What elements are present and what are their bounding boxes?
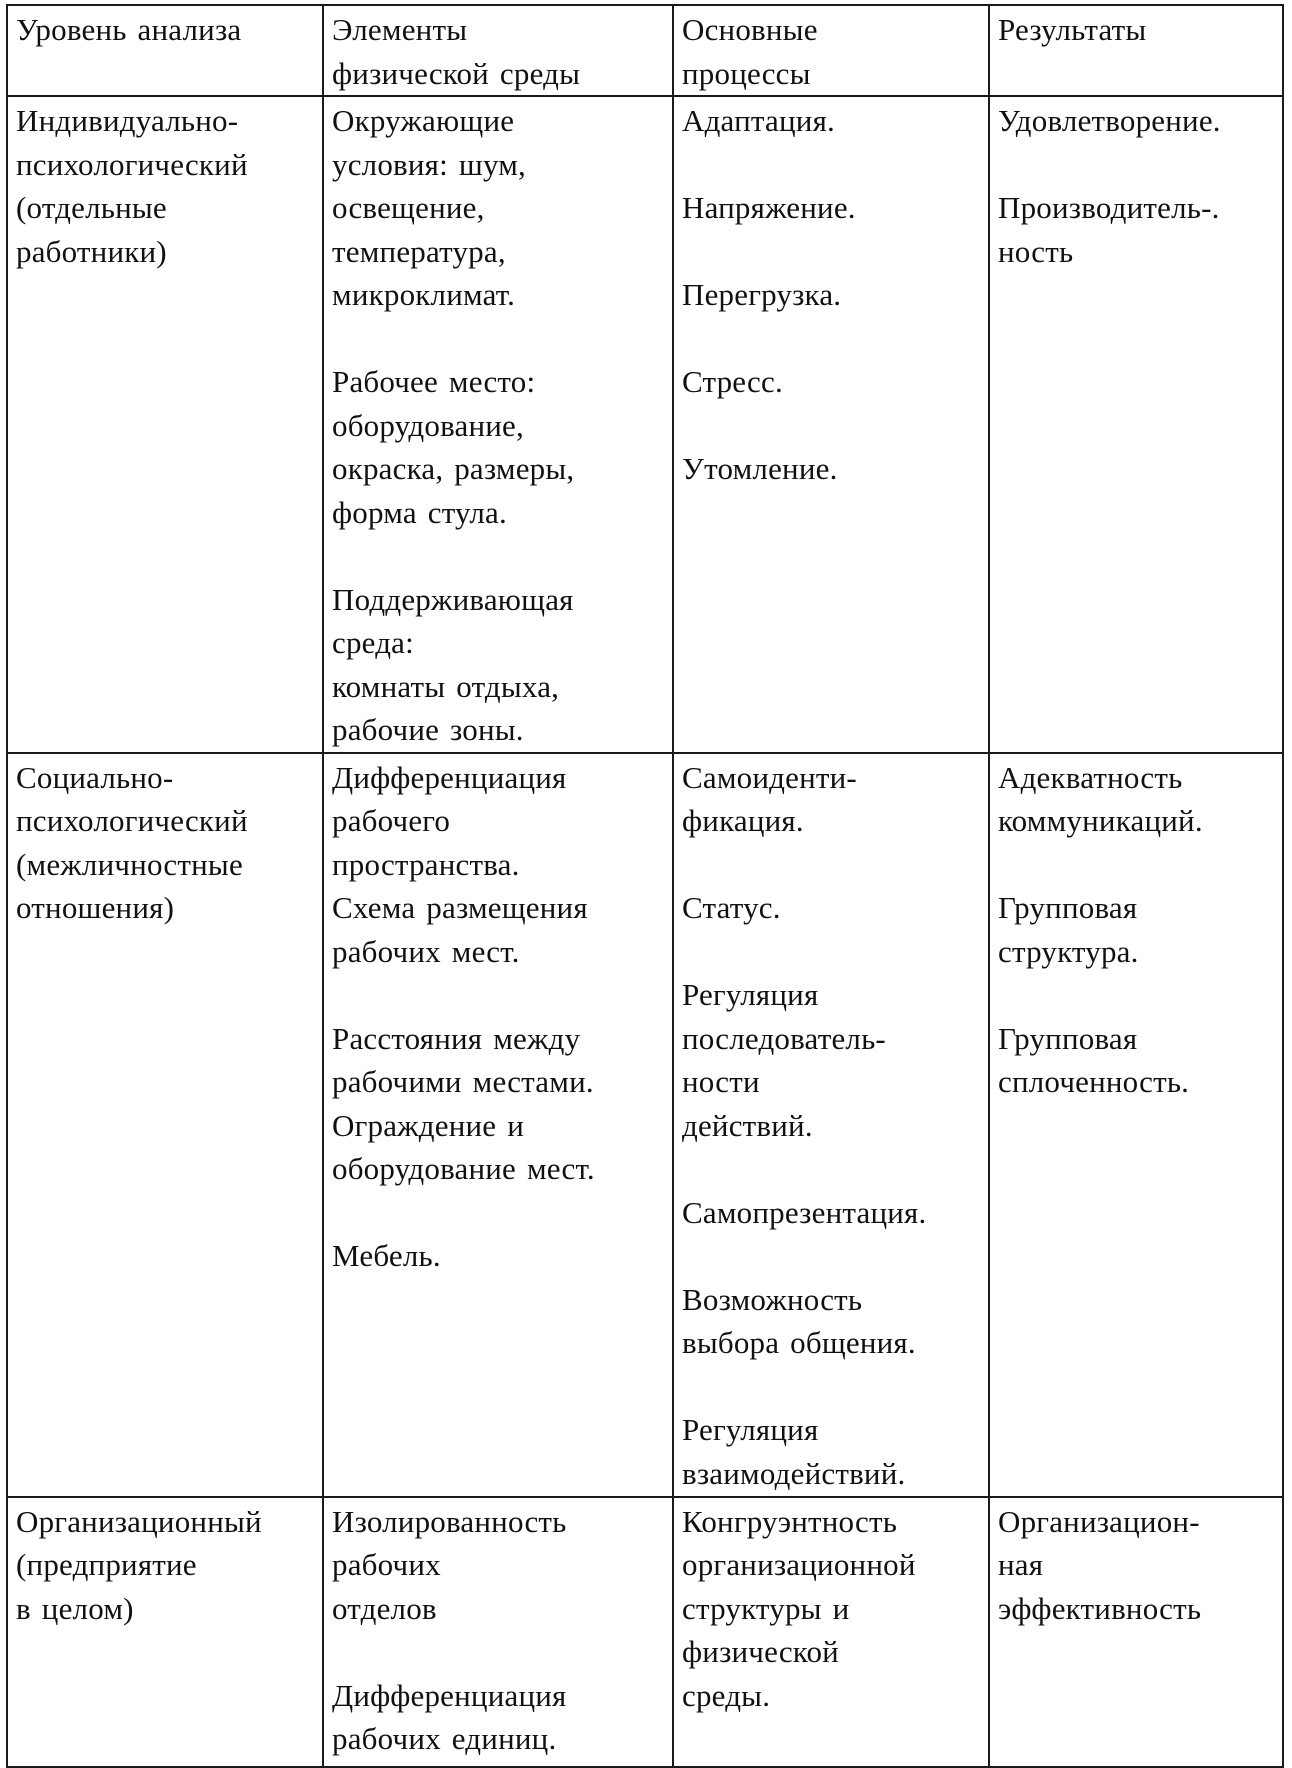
cell-line: Утомление. [682, 451, 838, 486]
results-cell [989, 753, 1283, 1497]
cell-paragraph [998, 186, 1274, 273]
cell-paragraph [332, 99, 664, 317]
cell-line: Возможность [682, 1281, 863, 1317]
cell-line: Изолированность [332, 1503, 567, 1539]
cell-line: Индивидуально- [16, 103, 239, 138]
cell-line: физической [682, 1634, 839, 1669]
cell-line: Удовлетворение. [998, 103, 1221, 138]
cell-paragraph [682, 273, 980, 317]
elements-cell [323, 96, 673, 753]
cell-paragraph [332, 756, 664, 974]
cell-paragraph [332, 1500, 664, 1631]
cell-line: Групповая [998, 890, 1138, 925]
cell-line: Производитель-. [998, 190, 1220, 225]
processes-cell [673, 96, 989, 753]
cell-line: Социально- [16, 759, 174, 795]
cell-line: отделов [332, 1590, 437, 1626]
cell-line: окраска, размеры, [332, 451, 575, 486]
processes-cell [673, 753, 989, 1497]
table-row [7, 753, 1283, 1497]
cell-line: оборудование, [332, 407, 524, 443]
cell-line: структура. [998, 933, 1139, 969]
cell-line: рабочих мест. [332, 933, 520, 969]
header-row [7, 5, 1283, 96]
cell-line: (предприятие [16, 1547, 197, 1582]
cell-line: форма стула. [332, 494, 507, 530]
results-cell [989, 96, 1283, 753]
cell-line: сплоченность. [998, 1064, 1190, 1099]
cell-line: комнаты отдыха, [332, 668, 560, 704]
header-line: Основные [682, 12, 818, 47]
cell-line: Напряжение. [682, 190, 856, 225]
header-line: Результаты [998, 12, 1147, 47]
analysis-table [6, 4, 1284, 1768]
cell-line: Окружающие [332, 103, 515, 138]
cell-line: освещение, [332, 190, 485, 225]
cell-paragraph [682, 1191, 980, 1235]
cell-line: ность [998, 233, 1074, 269]
cell-line: действий. [682, 1107, 813, 1143]
cell-paragraph [998, 99, 1274, 143]
cell-line: среда: [332, 625, 414, 660]
cell-line: в целом) [16, 1590, 134, 1626]
header-line: физической среды [332, 55, 581, 91]
cell-line: температура, [332, 233, 506, 269]
header-cell-level [7, 5, 323, 96]
cell-paragraph [998, 756, 1274, 843]
cell-line: работники) [16, 233, 167, 269]
cell-paragraph [682, 973, 980, 1147]
cell-paragraph [682, 447, 980, 491]
cell-line: организационной [682, 1547, 916, 1582]
cell-line: Самопрезентация. [682, 1194, 927, 1230]
cell-line: ности [682, 1064, 760, 1099]
cell-line: фикация. [682, 803, 804, 838]
level-cell [7, 96, 323, 753]
table-row [7, 1497, 1283, 1767]
cell-line: Организацион- [998, 1503, 1200, 1539]
elements-cell [323, 753, 673, 1497]
cell-line: Схема размещения [332, 890, 588, 925]
cell-line: Регуляция [682, 977, 819, 1012]
cell-line: Рабочее место: [332, 364, 536, 399]
cell-paragraph [332, 1234, 664, 1278]
cell-paragraph [998, 886, 1274, 973]
header-cell-processes [673, 5, 989, 96]
cell-paragraph [682, 1278, 980, 1365]
level-cell [7, 1497, 323, 1767]
cell-line: психологический [16, 803, 248, 838]
header-cell-elements [323, 5, 673, 96]
cell-line: Дифференциация [332, 759, 567, 795]
cell-line: оборудование мест. [332, 1151, 595, 1186]
cell-line: рабочие зоны. [332, 712, 524, 747]
cell-line: Перегрузка. [682, 277, 842, 312]
header-line: процессы [682, 55, 811, 91]
cell-line: взаимодействий. [682, 1455, 906, 1491]
cell-paragraph [682, 99, 980, 143]
cell-paragraph [332, 578, 664, 752]
cell-line: Ограждение и [332, 1107, 524, 1143]
cell-paragraph [998, 1500, 1274, 1631]
cell-paragraph [682, 186, 980, 230]
processes-cell [673, 1497, 989, 1767]
cell-line: Стресс. [682, 364, 783, 399]
cell-line: последователь- [682, 1020, 886, 1056]
header-line: Элементы [332, 12, 468, 47]
cell-line: Мебель. [332, 1238, 441, 1273]
cell-line: Организационный [16, 1503, 262, 1539]
cell-line: микроклимат. [332, 277, 516, 312]
cell-line: пространства. [332, 846, 520, 882]
cell-paragraph [332, 1674, 664, 1761]
cell-line: Поддерживающая [332, 581, 574, 617]
cell-line: эффективность [998, 1590, 1202, 1626]
cell-paragraph [682, 886, 980, 930]
cell-line: Самоиденти- [682, 759, 857, 795]
cell-line: Расстояния между [332, 1020, 581, 1056]
cell-line: условия: шум, [332, 146, 527, 182]
cell-line: ная [998, 1547, 1044, 1582]
cell-paragraph [332, 1017, 664, 1191]
cell-line: рабочих единиц. [332, 1721, 557, 1756]
cell-paragraph [332, 360, 664, 534]
cell-line: структуры и [682, 1590, 850, 1626]
cell-line: рабочего [332, 803, 451, 838]
cell-paragraph [998, 1017, 1274, 1104]
cell-paragraph [682, 360, 980, 404]
cell-line: Статус. [682, 890, 781, 925]
table-row [7, 96, 1283, 753]
cell-line: Дифференциация [332, 1677, 567, 1713]
cell-line: Адаптация. [682, 103, 835, 138]
elements-cell [323, 1497, 673, 1767]
cell-line: рабочими местами. [332, 1064, 594, 1099]
cell-line: Конгруэнтность [682, 1503, 898, 1539]
cell-paragraph [682, 756, 980, 843]
cell-line: Регуляция [682, 1412, 819, 1447]
cell-line: (межличностные [16, 846, 243, 882]
cell-line: Адекватность [998, 759, 1183, 795]
cell-line: Групповая [998, 1020, 1138, 1056]
cell-line: коммуникаций. [998, 803, 1203, 838]
cell-line: выбора общения. [682, 1325, 916, 1360]
results-cell [989, 1497, 1283, 1767]
cell-line: (отдельные [16, 190, 167, 225]
cell-line: отношения) [16, 890, 175, 925]
header-line: Уровень анализа [16, 12, 242, 47]
cell-line: рабочих [332, 1547, 441, 1582]
cell-paragraph [682, 1500, 980, 1718]
cell-paragraph [682, 1408, 980, 1495]
header-cell-results [989, 5, 1283, 96]
cell-line: психологический [16, 146, 248, 182]
level-cell [7, 753, 323, 1497]
cell-line: среды. [682, 1677, 771, 1713]
